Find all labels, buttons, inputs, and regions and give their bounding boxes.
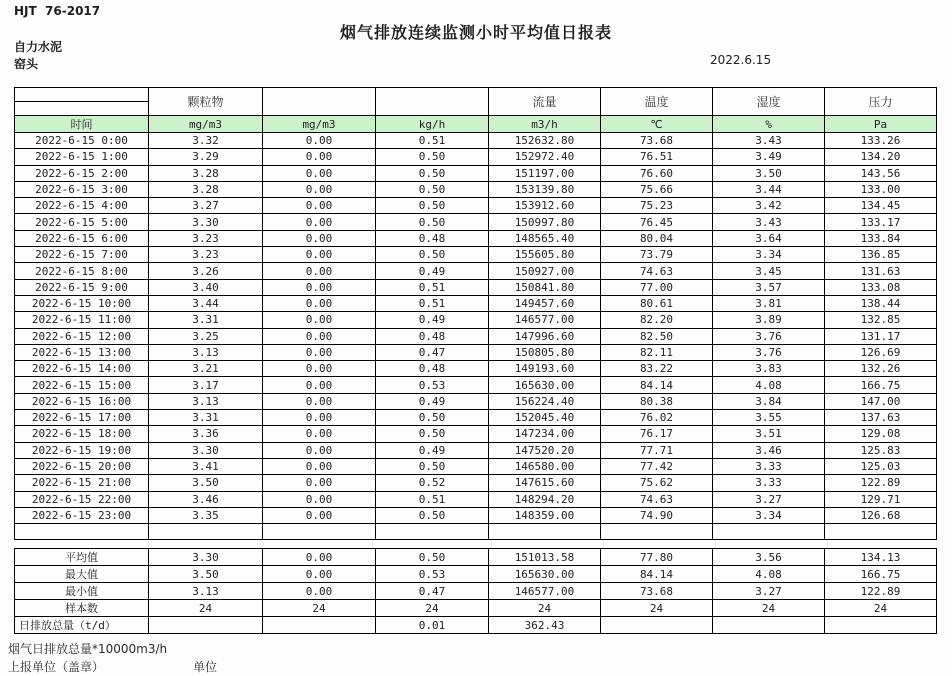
data-row-value-cell: 3.33 — [713, 458, 825, 474]
data-row — [15, 247, 937, 263]
data-row-value-cell: 133.00 — [825, 181, 937, 197]
summary-row-value-cell: 146577.00 — [489, 583, 601, 600]
data-row-value-cell: 150927.00 — [489, 263, 601, 279]
data-row-value-cell: 0.00 — [263, 214, 376, 230]
unit-label: 单位 — [193, 660, 218, 674]
data-row-value-cell: 3.40 — [149, 279, 263, 295]
summary-row-value-cell: 166.75 — [825, 566, 937, 583]
summary-row-value-cell: 0.50 — [376, 549, 489, 566]
data-row-value-cell: 0.00 — [263, 295, 376, 311]
summary-row-value-cell: 0.01 — [376, 617, 489, 634]
data-row-value-cell: 0.50 — [376, 214, 489, 230]
page-title: 烟气排放连续监测小时平均值日报表 — [339, 23, 612, 42]
data-row-value-cell: 0.00 — [263, 426, 376, 442]
data-row-value-cell: 0.49 — [376, 393, 489, 409]
data-row-value-cell: 0.00 — [263, 458, 376, 474]
data-row-value-cell: 0.51 — [376, 133, 489, 149]
data-row-value-cell: 83.22 — [601, 361, 713, 377]
header-humidity: 湿度 — [713, 88, 825, 116]
data-row-value-cell: 0.00 — [263, 149, 376, 165]
empty-cell — [713, 524, 825, 540]
summary-row-label-cell: 样本数 — [15, 600, 149, 617]
summary-row-value-cell: 165630.00 — [489, 566, 601, 583]
data-row — [15, 458, 937, 474]
empty-cell — [601, 524, 713, 540]
data-row — [15, 344, 937, 360]
data-row-value-cell: 3.45 — [713, 263, 825, 279]
data-row-value-cell: 133.08 — [825, 279, 937, 295]
data-row-value-cell: 3.27 — [713, 491, 825, 507]
data-row-value-cell: 76.17 — [601, 426, 713, 442]
data-row — [15, 328, 937, 344]
summary-table — [14, 548, 937, 634]
data-row-value-cell: 0.48 — [376, 361, 489, 377]
data-row-label-cell: 2022-6-15 20:00 — [15, 458, 149, 474]
header-pressure: 压力 — [825, 88, 937, 116]
data-row-value-cell: 147.00 — [825, 393, 937, 409]
data-row-value-cell: 3.28 — [149, 165, 263, 181]
data-row-value-cell: 4.08 — [713, 377, 825, 393]
data-row-label-cell: 2022-6-15 11:00 — [15, 312, 149, 328]
group-header-row-top — [15, 88, 937, 102]
data-row-value-cell: 3.46 — [149, 491, 263, 507]
data-row-value-cell: 146580.00 — [489, 458, 601, 474]
data-row-value-cell: 73.79 — [601, 247, 713, 263]
data-row-value-cell: 151197.00 — [489, 165, 601, 181]
data-row-value-cell: 3.34 — [713, 507, 825, 523]
data-row-value-cell: 152045.40 — [489, 410, 601, 426]
empty-cell — [489, 524, 601, 540]
data-row-value-cell: 75.23 — [601, 198, 713, 214]
data-row-value-cell: 3.30 — [149, 442, 263, 458]
summary-row-value-cell: 3.50 — [149, 566, 263, 583]
company-name: 自力水泥 — [14, 40, 63, 54]
summary-row-value-cell: 24 — [489, 600, 601, 617]
summary-row-value-cell: 0.53 — [376, 566, 489, 583]
data-row-value-cell: 146577.00 — [489, 312, 601, 328]
summary-row-value-cell: 362.43 — [489, 617, 601, 634]
data-row-value-cell: 155605.80 — [489, 247, 601, 263]
summary-row-value-cell: 24 — [601, 600, 713, 617]
data-row-value-cell: 3.33 — [713, 475, 825, 491]
empty-spacer-row — [15, 524, 937, 540]
data-row-value-cell: 148294.20 — [489, 491, 601, 507]
data-row-value-cell: 0.00 — [263, 393, 376, 409]
data-row-value-cell: 0.50 — [376, 507, 489, 523]
data-row-value-cell: 0.00 — [263, 181, 376, 197]
data-row-value-cell: 150841.80 — [489, 279, 601, 295]
summary-row-value-cell: 0.00 — [263, 583, 376, 600]
summary-row-value-cell: 24 — [376, 600, 489, 617]
summary-row-value-cell — [263, 617, 376, 634]
data-row-value-cell: 149193.60 — [489, 361, 601, 377]
data-row-value-cell: 3.32 — [149, 133, 263, 149]
data-row-value-cell: 3.43 — [713, 133, 825, 149]
data-row — [15, 214, 937, 230]
data-row-value-cell: 122.89 — [825, 475, 937, 491]
data-row-value-cell: 75.62 — [601, 475, 713, 491]
summary-row-value-cell: 0.00 — [263, 549, 376, 566]
data-row-value-cell: 3.35 — [149, 507, 263, 523]
summary-row — [15, 583, 937, 600]
data-row-value-cell: 3.25 — [149, 328, 263, 344]
data-row-value-cell: 0.51 — [376, 491, 489, 507]
data-row-value-cell: 3.13 — [149, 393, 263, 409]
header-blank-cell — [263, 88, 376, 116]
data-row-value-cell: 3.76 — [713, 344, 825, 360]
data-row-value-cell: 0.00 — [263, 165, 376, 181]
summary-row-label-cell: 最大值 — [15, 566, 149, 583]
data-row — [15, 181, 937, 197]
summary-row-value-cell: 134.13 — [825, 549, 937, 566]
data-row-value-cell: 0.47 — [376, 344, 489, 360]
data-row-value-cell: 76.45 — [601, 214, 713, 230]
data-row-value-cell: 0.49 — [376, 263, 489, 279]
summary-row-value-cell: 4.08 — [713, 566, 825, 583]
data-row-value-cell: 0.00 — [263, 491, 376, 507]
data-row-value-cell: 138.44 — [825, 295, 937, 311]
data-row-value-cell: 0.00 — [263, 475, 376, 491]
data-row-value-cell: 0.00 — [263, 442, 376, 458]
data-row-value-cell: 80.04 — [601, 230, 713, 246]
report-unit-label: 上报单位（盖章） — [8, 660, 105, 674]
empty-cell — [15, 524, 149, 540]
data-row-label-cell: 2022-6-15 17:00 — [15, 410, 149, 426]
data-row — [15, 279, 937, 295]
data-row-value-cell: 129.71 — [825, 491, 937, 507]
data-row-label-cell: 2022-6-15 19:00 — [15, 442, 149, 458]
data-row-value-cell: 147520.20 — [489, 442, 601, 458]
empty-cell — [263, 524, 376, 540]
unit-pa: Pa — [825, 116, 937, 133]
data-row-value-cell: 3.64 — [713, 230, 825, 246]
summary-row-value-cell: 24 — [263, 600, 376, 617]
data-row-value-cell: 148565.40 — [489, 230, 601, 246]
data-row-value-cell: 82.11 — [601, 344, 713, 360]
data-row-value-cell: 3.46 — [713, 442, 825, 458]
data-row-value-cell: 0.00 — [263, 133, 376, 149]
data-row-value-cell: 3.42 — [713, 198, 825, 214]
data-row-value-cell: 0.00 — [263, 263, 376, 279]
summary-row-value-cell: 0.47 — [376, 583, 489, 600]
data-row-value-cell: 147234.00 — [489, 426, 601, 442]
data-row-value-cell: 133.17 — [825, 214, 937, 230]
data-row-label-cell: 2022-6-15 21:00 — [15, 475, 149, 491]
unit-percent: % — [713, 116, 825, 133]
data-row-value-cell: 0.48 — [376, 230, 489, 246]
data-row-value-cell: 0.49 — [376, 442, 489, 458]
data-row-value-cell: 77.71 — [601, 442, 713, 458]
empty-cell — [376, 524, 489, 540]
data-row-value-cell: 80.38 — [601, 393, 713, 409]
data-row-value-cell: 0.00 — [263, 328, 376, 344]
data-row-value-cell: 3.27 — [149, 198, 263, 214]
data-row-value-cell: 0.00 — [263, 230, 376, 246]
data-row-value-cell: 0.50 — [376, 198, 489, 214]
summary-row-value-cell: 122.89 — [825, 583, 937, 600]
data-row-label-cell: 2022-6-15 18:00 — [15, 426, 149, 442]
data-row-value-cell: 74.90 — [601, 507, 713, 523]
data-row-value-cell: 3.76 — [713, 328, 825, 344]
data-row-value-cell: 3.28 — [149, 181, 263, 197]
data-row — [15, 295, 937, 311]
data-row-label-cell: 2022-6-15 14:00 — [15, 361, 149, 377]
data-row-value-cell: 0.50 — [376, 410, 489, 426]
data-row-value-cell: 0.50 — [376, 458, 489, 474]
data-row — [15, 410, 937, 426]
doc-code: HJT 76-2017 — [14, 4, 101, 18]
data-row-value-cell: 133.84 — [825, 230, 937, 246]
data-row-value-cell: 131.17 — [825, 328, 937, 344]
data-row — [15, 475, 937, 491]
data-row-label-cell: 2022-6-15 5:00 — [15, 214, 149, 230]
empty-cell — [149, 524, 263, 540]
data-row-value-cell: 125.83 — [825, 442, 937, 458]
data-row-value-cell: 0.00 — [263, 507, 376, 523]
data-row-value-cell: 0.52 — [376, 475, 489, 491]
data-row-value-cell: 0.00 — [263, 279, 376, 295]
data-row-label-cell: 2022-6-15 22:00 — [15, 491, 149, 507]
data-row-label-cell: 2022-6-15 12:00 — [15, 328, 149, 344]
summary-row-label-cell: 平均值 — [15, 549, 149, 566]
data-row-value-cell: 3.43 — [713, 214, 825, 230]
data-row-value-cell: 84.14 — [601, 377, 713, 393]
data-row-value-cell: 3.50 — [713, 165, 825, 181]
summary-row-value-cell: 24 — [713, 600, 825, 617]
summary-row — [15, 600, 937, 617]
data-row — [15, 361, 937, 377]
data-row-value-cell: 3.26 — [149, 263, 263, 279]
data-row-value-cell: 3.84 — [713, 393, 825, 409]
data-row-value-cell: 80.61 — [601, 295, 713, 311]
data-row-value-cell: 3.44 — [149, 295, 263, 311]
data-row-value-cell: 126.68 — [825, 507, 937, 523]
data-row-value-cell: 134.45 — [825, 198, 937, 214]
data-row-label-cell: 2022-6-15 16:00 — [15, 393, 149, 409]
data-row-label-cell: 2022-6-15 4:00 — [15, 198, 149, 214]
data-row-value-cell: 0.00 — [263, 361, 376, 377]
data-row — [15, 377, 937, 393]
data-row-value-cell: 148359.00 — [489, 507, 601, 523]
summary-row-value-cell — [825, 617, 937, 634]
summary-row-value-cell: 24 — [825, 600, 937, 617]
data-row-value-cell: 3.55 — [713, 410, 825, 426]
header-blank-cell — [15, 88, 149, 102]
data-row-value-cell: 3.30 — [149, 214, 263, 230]
summary-row-value-cell: 3.27 — [713, 583, 825, 600]
data-row-value-cell: 125.03 — [825, 458, 937, 474]
data-row-value-cell: 74.63 — [601, 491, 713, 507]
data-row-value-cell: 153139.80 — [489, 181, 601, 197]
data-row — [15, 426, 937, 442]
data-row-value-cell: 137.63 — [825, 410, 937, 426]
report-date: 2022.6.15 — [710, 53, 772, 67]
data-row-label-cell: 2022-6-15 7:00 — [15, 247, 149, 263]
summary-row-value-cell: 0.00 — [263, 566, 376, 583]
monitoring-table — [14, 87, 937, 540]
data-row-value-cell: 75.66 — [601, 181, 713, 197]
header-blank-cell — [15, 102, 149, 116]
data-row-value-cell: 156224.40 — [489, 393, 601, 409]
data-row-value-cell: 77.42 — [601, 458, 713, 474]
unit-celsius: ℃ — [601, 116, 713, 133]
data-row-value-cell: 150805.80 — [489, 344, 601, 360]
data-row-value-cell: 3.83 — [713, 361, 825, 377]
data-row-value-cell: 3.57 — [713, 279, 825, 295]
data-row — [15, 393, 937, 409]
summary-row-value-cell: 73.68 — [601, 583, 713, 600]
data-row-value-cell: 76.60 — [601, 165, 713, 181]
data-row-value-cell: 3.44 — [713, 181, 825, 197]
data-row-label-cell: 2022-6-15 3:00 — [15, 181, 149, 197]
data-row-value-cell: 0.49 — [376, 312, 489, 328]
data-row-value-cell: 3.89 — [713, 312, 825, 328]
data-row-value-cell: 3.31 — [149, 312, 263, 328]
data-row-value-cell: 0.53 — [376, 377, 489, 393]
data-row — [15, 442, 937, 458]
data-row-value-cell: 3.21 — [149, 361, 263, 377]
data-row-value-cell: 76.02 — [601, 410, 713, 426]
data-row-value-cell: 147996.60 — [489, 328, 601, 344]
data-row-value-cell: 3.31 — [149, 410, 263, 426]
data-row-value-cell: 0.50 — [376, 247, 489, 263]
header-blank-cell — [376, 88, 489, 116]
data-row-value-cell: 0.50 — [376, 165, 489, 181]
data-row — [15, 507, 937, 523]
header-temperature: 温度 — [601, 88, 713, 116]
data-row — [15, 149, 937, 165]
data-row-value-cell: 0.50 — [376, 149, 489, 165]
data-row-value-cell: 0.48 — [376, 328, 489, 344]
summary-row-value-cell: 3.56 — [713, 549, 825, 566]
data-row-value-cell: 0.51 — [376, 295, 489, 311]
data-row-value-cell: 3.49 — [713, 149, 825, 165]
data-row-value-cell: 0.00 — [263, 377, 376, 393]
data-row-value-cell: 149457.60 — [489, 295, 601, 311]
data-row-value-cell: 82.50 — [601, 328, 713, 344]
data-row-value-cell: 150997.80 — [489, 214, 601, 230]
data-row-label-cell: 2022-6-15 15:00 — [15, 377, 149, 393]
data-row-value-cell: 152632.80 — [489, 133, 601, 149]
data-row — [15, 198, 937, 214]
data-row-value-cell: 131.63 — [825, 263, 937, 279]
summary-row-value-cell: 84.14 — [601, 566, 713, 583]
data-row-label-cell: 2022-6-15 1:00 — [15, 149, 149, 165]
unit-header-row — [15, 116, 937, 133]
data-row-value-cell: 0.50 — [376, 181, 489, 197]
unit-mgm3: mg/m3 — [263, 116, 376, 133]
summary-row-label-cell: 日排放总量（t/d） — [15, 617, 149, 634]
empty-cell — [825, 524, 937, 540]
data-row-value-cell: 0.00 — [263, 312, 376, 328]
data-row-value-cell: 76.51 — [601, 149, 713, 165]
unit-mgm3: mg/m3 — [149, 116, 263, 133]
data-row-value-cell: 3.34 — [713, 247, 825, 263]
footer-note: 烟气日排放总量*10000m3/h — [8, 642, 168, 656]
data-row-value-cell: 3.23 — [149, 247, 263, 263]
data-row-value-cell: 3.23 — [149, 230, 263, 246]
data-row — [15, 263, 937, 279]
data-row-value-cell: 73.68 — [601, 133, 713, 149]
data-row-value-cell: 0.00 — [263, 344, 376, 360]
data-row-value-cell: 0.50 — [376, 426, 489, 442]
data-row-value-cell: 143.56 — [825, 165, 937, 181]
data-row-value-cell: 0.51 — [376, 279, 489, 295]
data-row-value-cell: 3.13 — [149, 344, 263, 360]
data-row-value-cell: 166.75 — [825, 377, 937, 393]
data-row — [15, 230, 937, 246]
data-row-value-cell: 152972.40 — [489, 149, 601, 165]
data-row-value-cell: 132.26 — [825, 361, 937, 377]
summary-row-value-cell — [149, 617, 263, 634]
station-name: 窑头 — [14, 57, 39, 71]
summary-row-label-cell: 最小值 — [15, 583, 149, 600]
data-row-value-cell: 0.00 — [263, 410, 376, 426]
data-row-value-cell: 147615.60 — [489, 475, 601, 491]
data-row-value-cell: 3.36 — [149, 426, 263, 442]
data-row — [15, 133, 937, 149]
data-row-value-cell: 132.85 — [825, 312, 937, 328]
data-row-value-cell: 3.29 — [149, 149, 263, 165]
summary-row-value-cell: 3.30 — [149, 549, 263, 566]
data-row-value-cell: 77.00 — [601, 279, 713, 295]
data-row-value-cell: 3.50 — [149, 475, 263, 491]
data-row — [15, 312, 937, 328]
summary-row-value-cell: 151013.58 — [489, 549, 601, 566]
data-row-value-cell: 3.51 — [713, 426, 825, 442]
header-particulate: 颗粒物 — [149, 88, 263, 116]
data-row-label-cell: 2022-6-15 8:00 — [15, 263, 149, 279]
summary-row-value-cell: 24 — [149, 600, 263, 617]
summary-row-value-cell — [601, 617, 713, 634]
data-row-label-cell: 2022-6-15 6:00 — [15, 230, 149, 246]
header-time: 时间 — [15, 116, 149, 133]
data-row-value-cell: 0.00 — [263, 247, 376, 263]
data-row-value-cell: 0.00 — [263, 198, 376, 214]
summary-row-value-cell — [713, 617, 825, 634]
data-row-value-cell: 129.08 — [825, 426, 937, 442]
data-row-value-cell: 134.20 — [825, 149, 937, 165]
data-row-value-cell: 82.20 — [601, 312, 713, 328]
summary-row — [15, 617, 937, 634]
data-row-label-cell: 2022-6-15 23:00 — [15, 507, 149, 523]
summary-row — [15, 566, 937, 583]
summary-row-value-cell: 77.80 — [601, 549, 713, 566]
data-row-label-cell: 2022-6-15 2:00 — [15, 165, 149, 181]
data-row-value-cell: 133.26 — [825, 133, 937, 149]
data-row-value-cell: 153912.60 — [489, 198, 601, 214]
summary-row — [15, 549, 937, 566]
data-row — [15, 491, 937, 507]
data-row — [15, 165, 937, 181]
data-row-label-cell: 2022-6-15 9:00 — [15, 279, 149, 295]
unit-kgh: kg/h — [376, 116, 489, 133]
data-row-label-cell: 2022-6-15 0:00 — [15, 133, 149, 149]
data-row-value-cell: 74.63 — [601, 263, 713, 279]
data-row-label-cell: 2022-6-15 13:00 — [15, 344, 149, 360]
data-row-value-cell: 3.81 — [713, 295, 825, 311]
unit-m3h: m3/h — [489, 116, 601, 133]
data-row-value-cell: 3.17 — [149, 377, 263, 393]
data-row-value-cell: 3.41 — [149, 458, 263, 474]
data-row-value-cell: 126.69 — [825, 344, 937, 360]
data-row-label-cell: 2022-6-15 10:00 — [15, 295, 149, 311]
data-row-value-cell: 165630.00 — [489, 377, 601, 393]
summary-row-value-cell: 3.13 — [149, 583, 263, 600]
data-row-value-cell: 136.85 — [825, 247, 937, 263]
header-flow: 流量 — [489, 88, 601, 116]
